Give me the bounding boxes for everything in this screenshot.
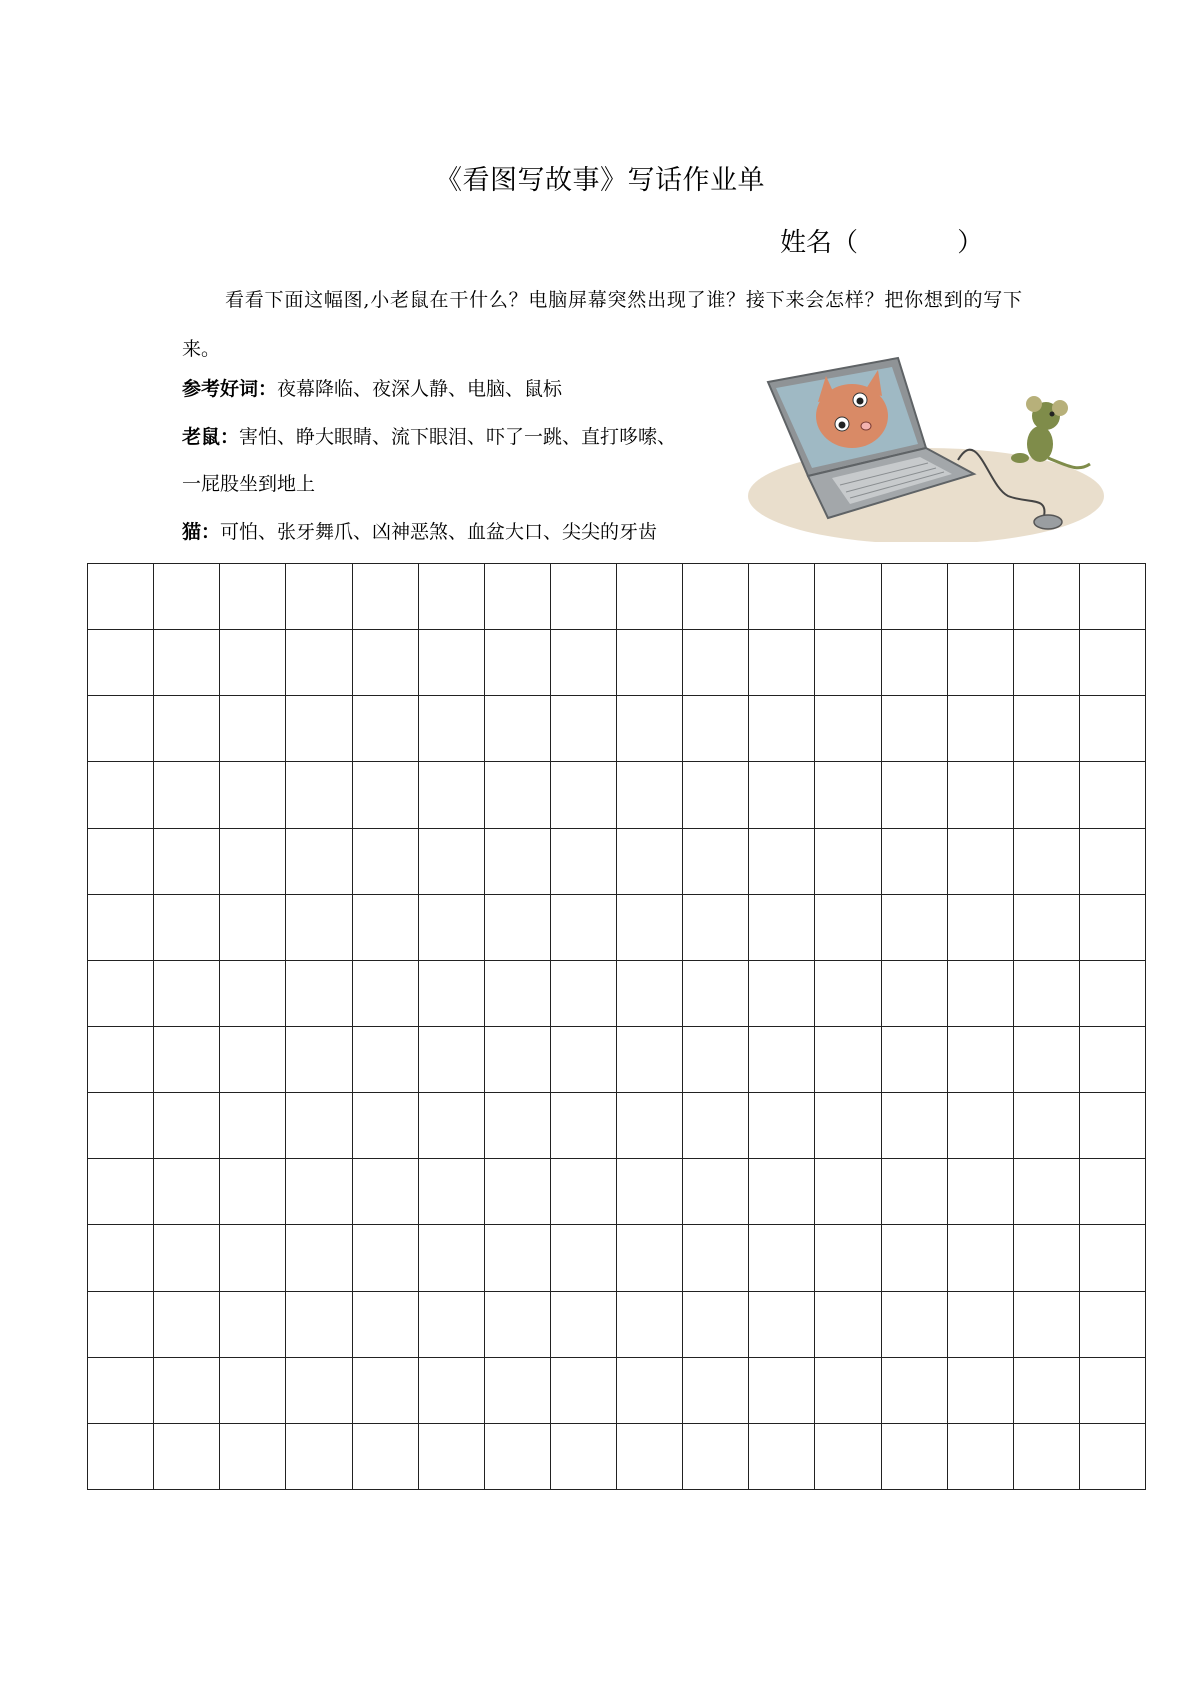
grid-cell[interactable] (154, 961, 220, 1027)
grid-cell[interactable] (419, 1225, 485, 1291)
grid-cell[interactable] (286, 1292, 352, 1358)
grid-cell[interactable] (948, 1424, 1014, 1490)
little-mouse-icon (1011, 396, 1090, 468)
grid-cell[interactable] (617, 1424, 683, 1490)
computer-mouse-icon (1034, 515, 1062, 529)
grid-cell[interactable] (419, 1292, 485, 1358)
grid-cell[interactable] (485, 564, 551, 630)
grid-cell[interactable] (617, 961, 683, 1027)
grid-cell[interactable] (749, 961, 815, 1027)
name-close-paren: ） (957, 228, 984, 258)
grid-cell[interactable] (1014, 696, 1080, 762)
grid-cell[interactable] (551, 1093, 617, 1159)
grid-cell[interactable] (683, 1424, 749, 1490)
grid-cell[interactable] (683, 1159, 749, 1225)
grid-cell[interactable] (882, 696, 948, 762)
grid-cell[interactable] (815, 1358, 881, 1424)
grid-cell[interactable] (617, 762, 683, 828)
grid-cell[interactable] (948, 1159, 1014, 1225)
grid-cell[interactable] (220, 1424, 286, 1490)
grid-cell[interactable] (353, 1225, 419, 1291)
student-name-field[interactable] (780, 222, 983, 259)
grid-cell[interactable] (353, 1027, 419, 1093)
grid-cell[interactable] (286, 1358, 352, 1424)
grid-cell[interactable] (1080, 696, 1146, 762)
grid-cell[interactable] (220, 895, 286, 961)
grid-cell[interactable] (683, 1292, 749, 1358)
grid-cell[interactable] (1080, 1159, 1146, 1225)
grid-cell[interactable] (882, 1424, 948, 1490)
grid-cell[interactable] (683, 1027, 749, 1093)
grid-cell[interactable] (154, 1424, 220, 1490)
grid-cell[interactable] (1080, 895, 1146, 961)
grid-cell[interactable] (948, 1292, 1014, 1358)
grid-cell[interactable] (88, 961, 154, 1027)
writing-prompt: 看看下面这幅图,小老鼠在干什么？电脑屏幕突然出现了谁？接下来会怎样？把你想到的写下来。 (182, 289, 1022, 360)
grid-cell[interactable] (617, 829, 683, 895)
grid-cell[interactable] (617, 1159, 683, 1225)
grid-cell[interactable] (551, 1225, 617, 1291)
grid-cell[interactable] (286, 1225, 352, 1291)
grid-cell[interactable] (286, 630, 352, 696)
grid-cell[interactable] (1080, 1424, 1146, 1490)
vocab-mouse-continued (182, 471, 742, 497)
grid-cell[interactable] (154, 1027, 220, 1093)
grid-cell[interactable] (948, 1358, 1014, 1424)
grid-cell[interactable] (353, 630, 419, 696)
grid-cell[interactable] (88, 1159, 154, 1225)
grid-cell[interactable] (485, 1225, 551, 1291)
grid-cell[interactable] (353, 1358, 419, 1424)
grid-cell[interactable] (948, 564, 1014, 630)
vocab-mouse-words-continued: 一屁股坐到地上 (182, 473, 316, 495)
grid-cell[interactable] (419, 895, 485, 961)
grid-cell[interactable] (220, 630, 286, 696)
grid-cell[interactable] (882, 895, 948, 961)
grid-cell[interactable] (749, 1358, 815, 1424)
grid-cell[interactable] (353, 1093, 419, 1159)
vocab-cat (182, 519, 742, 545)
grid-cell[interactable] (220, 1093, 286, 1159)
grid-cell[interactable] (948, 696, 1014, 762)
grid-cell[interactable] (220, 1159, 286, 1225)
grid-cell[interactable] (1014, 895, 1080, 961)
grid-cell[interactable] (353, 961, 419, 1027)
vocab-mouse-label: 老鼠： (182, 426, 240, 448)
grid-cell[interactable] (286, 829, 352, 895)
grid-cell[interactable] (1080, 961, 1146, 1027)
grid-cell[interactable] (1014, 1093, 1080, 1159)
grid-cell[interactable] (88, 1358, 154, 1424)
grid-cell[interactable] (353, 1159, 419, 1225)
grid-cell[interactable] (882, 829, 948, 895)
grid-cell[interactable] (617, 1225, 683, 1291)
grid-cell[interactable] (353, 895, 419, 961)
grid-cell[interactable] (948, 961, 1014, 1027)
grid-cell[interactable] (1014, 961, 1080, 1027)
grid-cell[interactable] (749, 1424, 815, 1490)
grid-cell[interactable] (419, 961, 485, 1027)
grid-cell[interactable] (220, 1292, 286, 1358)
grid-cell[interactable] (551, 1159, 617, 1225)
writing-grid[interactable] (87, 563, 1146, 1490)
grid-cell[interactable] (551, 1424, 617, 1490)
grid-cell[interactable] (353, 762, 419, 828)
grid-cell[interactable] (815, 1225, 881, 1291)
grid-cell[interactable] (683, 961, 749, 1027)
grid-cell[interactable] (419, 762, 485, 828)
grid-cell[interactable] (551, 829, 617, 895)
grid-cell[interactable] (220, 829, 286, 895)
grid-cell[interactable] (815, 762, 881, 828)
grid-cell[interactable] (948, 630, 1014, 696)
grid-cell[interactable] (815, 895, 881, 961)
grid-cell[interactable] (1014, 829, 1080, 895)
grid-cell[interactable] (749, 1093, 815, 1159)
grid-cell[interactable] (419, 564, 485, 630)
grid-cell[interactable] (154, 1093, 220, 1159)
name-blank[interactable] (858, 228, 957, 258)
grid-cell[interactable] (220, 762, 286, 828)
name-label: 姓名（ (780, 228, 859, 258)
grid-cell[interactable] (882, 961, 948, 1027)
grid-cell[interactable] (419, 829, 485, 895)
grid-cell[interactable] (749, 696, 815, 762)
vocab-general-label: 参考好词： (182, 378, 278, 400)
grid-cell[interactable] (154, 829, 220, 895)
grid-cell[interactable] (154, 630, 220, 696)
grid-cell[interactable] (948, 1027, 1014, 1093)
grid-cell[interactable] (1014, 630, 1080, 696)
vocab-general-words: 夜幕降临、夜深人静、电脑、鼠标 (277, 378, 563, 400)
grid-cell[interactable] (88, 1225, 154, 1291)
grid-cell[interactable] (551, 630, 617, 696)
grid-cell[interactable] (485, 1424, 551, 1490)
grid-cell[interactable] (154, 564, 220, 630)
grid-cell[interactable] (948, 762, 1014, 828)
grid-cell[interactable] (749, 1159, 815, 1225)
grid-cell[interactable] (485, 1159, 551, 1225)
grid-cell[interactable] (485, 895, 551, 961)
grid-cell[interactable] (1014, 564, 1080, 630)
grid-cell[interactable] (815, 564, 881, 630)
grid-cell[interactable] (683, 762, 749, 828)
grid-cell[interactable] (1080, 1027, 1146, 1093)
grid-cell[interactable] (683, 1093, 749, 1159)
grid-cell[interactable] (882, 564, 948, 630)
grid-cell[interactable] (815, 696, 881, 762)
grid-cell[interactable] (88, 1424, 154, 1490)
grid-cell[interactable] (88, 1027, 154, 1093)
grid-cell[interactable] (1080, 1292, 1146, 1358)
grid-cell[interactable] (353, 1292, 419, 1358)
grid-cell[interactable] (1014, 1027, 1080, 1093)
grid-cell[interactable] (220, 1225, 286, 1291)
grid-cell[interactable] (683, 630, 749, 696)
grid-cell[interactable] (948, 829, 1014, 895)
grid-cell[interactable] (1080, 829, 1146, 895)
grid-cell[interactable] (749, 1225, 815, 1291)
grid-cell[interactable] (551, 564, 617, 630)
grid-cell[interactable] (286, 1093, 352, 1159)
grid-cell[interactable] (353, 696, 419, 762)
grid-cell[interactable] (419, 696, 485, 762)
grid-cell[interactable] (419, 1159, 485, 1225)
grid-cell[interactable] (286, 1159, 352, 1225)
grid-cell[interactable] (220, 1027, 286, 1093)
grid-cell[interactable] (485, 696, 551, 762)
grid-cell[interactable] (551, 696, 617, 762)
grid-cell[interactable] (88, 762, 154, 828)
grid-cell[interactable] (88, 696, 154, 762)
grid-cell[interactable] (749, 564, 815, 630)
grid-cell[interactable] (154, 1159, 220, 1225)
grid-cell[interactable] (1080, 1358, 1146, 1424)
grid-cell[interactable] (815, 961, 881, 1027)
grid-cell[interactable] (683, 696, 749, 762)
grid-cell[interactable] (1014, 762, 1080, 828)
grid-cell[interactable] (88, 1292, 154, 1358)
grid-cell[interactable] (882, 762, 948, 828)
grid-cell[interactable] (1080, 564, 1146, 630)
grid-cell[interactable] (749, 630, 815, 696)
grid-cell[interactable] (286, 895, 352, 961)
grid-cell[interactable] (948, 1093, 1014, 1159)
grid-cell[interactable] (882, 1358, 948, 1424)
grid-cell[interactable] (88, 829, 154, 895)
grid-cell[interactable] (617, 1292, 683, 1358)
grid-cell[interactable] (353, 829, 419, 895)
grid-cell[interactable] (419, 1093, 485, 1159)
grid-cell[interactable] (882, 1093, 948, 1159)
grid-cell[interactable] (88, 630, 154, 696)
grid-cell[interactable] (485, 1358, 551, 1424)
grid-cell[interactable] (154, 1292, 220, 1358)
grid-cell[interactable] (815, 630, 881, 696)
grid-cell[interactable] (551, 961, 617, 1027)
grid-cell[interactable] (419, 630, 485, 696)
grid-cell[interactable] (220, 1358, 286, 1424)
grid-cell[interactable] (419, 1027, 485, 1093)
grid-cell[interactable] (1014, 1424, 1080, 1490)
grid-cell[interactable] (220, 961, 286, 1027)
grid-cell[interactable] (154, 1225, 220, 1291)
grid-cell[interactable] (815, 1292, 881, 1358)
grid-cell[interactable] (1080, 762, 1146, 828)
grid-cell[interactable] (154, 762, 220, 828)
vocab-cat-label: 猫： (182, 521, 221, 543)
grid-cell[interactable] (88, 564, 154, 630)
grid-cell[interactable] (88, 895, 154, 961)
grid-cell[interactable] (485, 1027, 551, 1093)
grid-cell[interactable] (749, 762, 815, 828)
grid-cell[interactable] (485, 1292, 551, 1358)
grid-cell[interactable] (948, 895, 1014, 961)
grid-cell[interactable] (617, 1093, 683, 1159)
grid-cell[interactable] (220, 564, 286, 630)
grid-cell[interactable] (683, 564, 749, 630)
grid-cell[interactable] (1014, 1358, 1080, 1424)
grid-cell[interactable] (617, 1027, 683, 1093)
grid-cell[interactable] (683, 1225, 749, 1291)
vocab-mouse (182, 424, 742, 450)
grid-cell[interactable] (485, 829, 551, 895)
grid-cell[interactable] (749, 895, 815, 961)
grid-cell[interactable] (815, 1027, 881, 1093)
grid-cell[interactable] (815, 1159, 881, 1225)
grid-cell[interactable] (1080, 1225, 1146, 1291)
grid-cell[interactable] (683, 895, 749, 961)
vocab-general (182, 376, 742, 402)
grid-cell[interactable] (353, 564, 419, 630)
vocab-mouse-words: 害怕、睁大眼睛、流下眼泪、吓了一跳、直打哆嗦、 (239, 426, 677, 448)
grid-cell[interactable] (154, 895, 220, 961)
grid-cell[interactable] (882, 1159, 948, 1225)
grid-cell[interactable] (353, 1424, 419, 1490)
grid-cell[interactable] (485, 630, 551, 696)
grid-cell[interactable] (749, 1027, 815, 1093)
grid-cell[interactable] (617, 564, 683, 630)
laptop-cat-mouse-illustration (748, 346, 1104, 542)
grid-cell[interactable] (882, 630, 948, 696)
grid-cell[interactable] (882, 1027, 948, 1093)
grid-cell[interactable] (485, 762, 551, 828)
grid-cell[interactable] (286, 564, 352, 630)
grid-cell[interactable] (683, 829, 749, 895)
grid-cell[interactable] (551, 762, 617, 828)
grid-cell[interactable] (419, 1358, 485, 1424)
grid-cell[interactable] (683, 1358, 749, 1424)
grid-cell[interactable] (815, 829, 881, 895)
grid-cell[interactable] (551, 1292, 617, 1358)
grid-cell[interactable] (551, 895, 617, 961)
grid-cell[interactable] (154, 1358, 220, 1424)
grid-cell[interactable] (286, 1027, 352, 1093)
grid-cell[interactable] (485, 961, 551, 1027)
grid-cell[interactable] (749, 1292, 815, 1358)
worksheet-title: 《看图写故事》写话作业单 (435, 165, 765, 196)
grid-cell[interactable] (948, 1225, 1014, 1291)
grid-cell[interactable] (551, 1027, 617, 1093)
grid-cell[interactable] (1080, 1093, 1146, 1159)
grid-cell[interactable] (220, 696, 286, 762)
grid-cell[interactable] (419, 1424, 485, 1490)
grid-cell[interactable] (1014, 1159, 1080, 1225)
grid-cell[interactable] (485, 1093, 551, 1159)
grid-cell[interactable] (749, 829, 815, 895)
grid-cell[interactable] (551, 1358, 617, 1424)
grid-cell[interactable] (286, 961, 352, 1027)
grid-cell[interactable] (286, 762, 352, 828)
grid-cell[interactable] (617, 696, 683, 762)
grid-cell[interactable] (882, 1292, 948, 1358)
grid-cell[interactable] (815, 1093, 881, 1159)
grid-cell[interactable] (1014, 1225, 1080, 1291)
grid-cell[interactable] (286, 1424, 352, 1490)
grid-cell[interactable] (286, 696, 352, 762)
grid-cell[interactable] (617, 630, 683, 696)
grid-cell[interactable] (617, 1358, 683, 1424)
grid-cell[interactable] (815, 1424, 881, 1490)
grid-cell[interactable] (882, 1225, 948, 1291)
grid-cell[interactable] (617, 895, 683, 961)
grid-cell[interactable] (1014, 1292, 1080, 1358)
grid-cell[interactable] (88, 1093, 154, 1159)
grid-cell[interactable] (1080, 630, 1146, 696)
grid-cell[interactable] (154, 696, 220, 762)
vocab-cat-words: 可怕、张牙舞爪、凶神恶煞、血盆大口、尖尖的牙齿 (220, 521, 658, 543)
